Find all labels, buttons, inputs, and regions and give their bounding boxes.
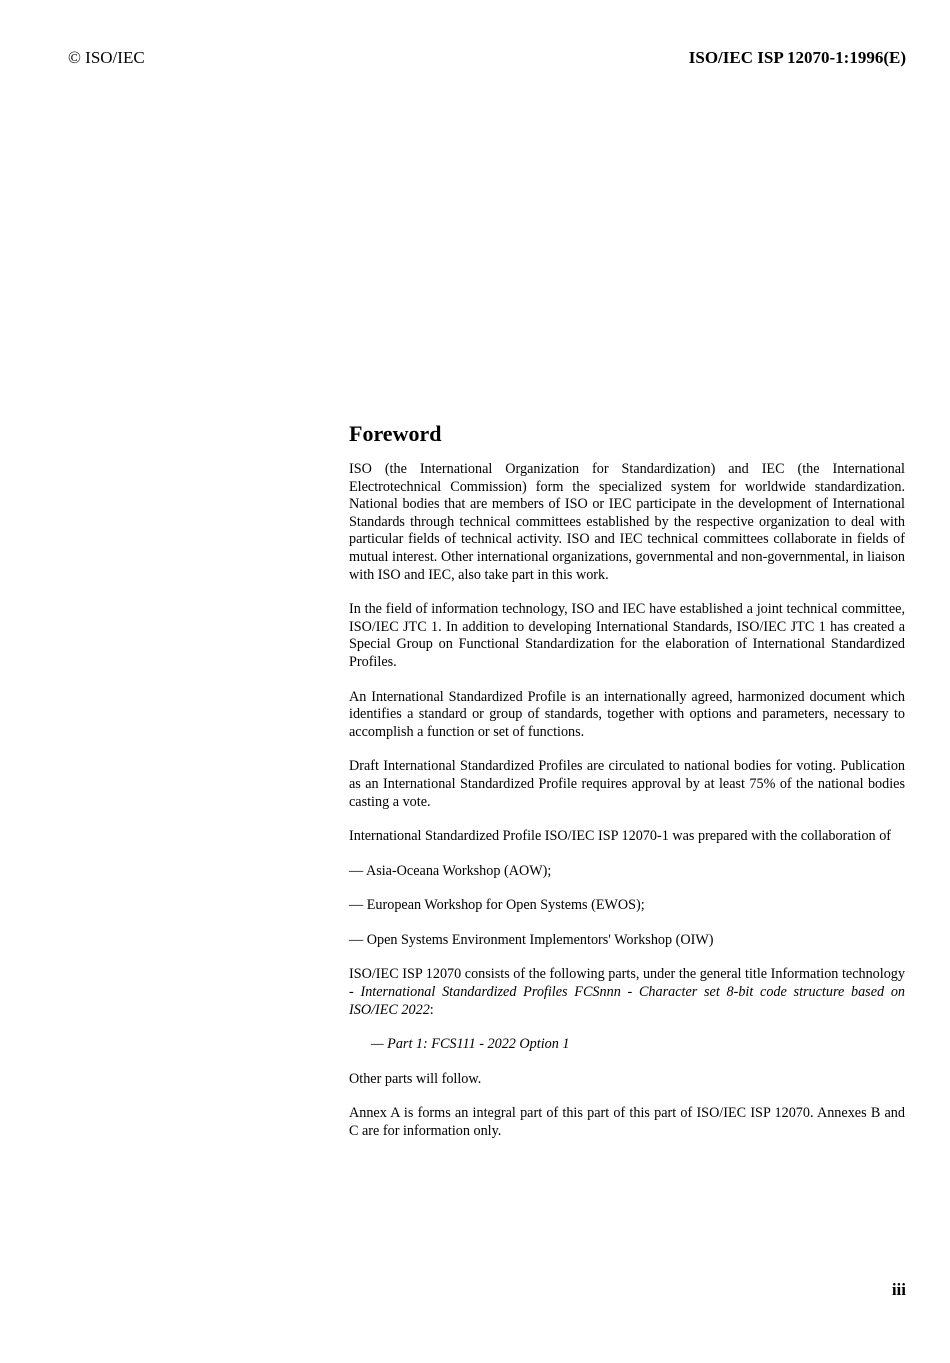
workshop-item: — European Workshop for Open Systems (EWOS); xyxy=(349,897,645,914)
paragraph: International Standardized Profile ISO/IEC ISP 12070-1 was prepared with the collaboration of xyxy=(349,828,892,845)
foreword-section xyxy=(349,421,905,1158)
paragraph: In the field of information technology, ISO and IEC have established a joint technical committee, ISO/IEC JTC 1. In addition to developing International Standards, ISO/IEC JTC 1 has created a Special Group on Functional Standardization for the elaboration of International Standardized Profiles. xyxy=(349,601,905,670)
parts-intro xyxy=(349,966,905,1019)
paragraph: Other parts will follow. xyxy=(349,1070,482,1087)
paragraph: ISO (the International Organization for Standardization) and IEC (the International Electrotechnical Commission) form the specialized system for worldwide standardization. National bodies that are members of ISO or IEC participate in the development of International Standards through technical committees established by the respective organization to deal with particular fields of technical activity. ISO and IEC technical committees collaborate in fields of mutual interest. Other international organizations, governmental and non-governmental, in liaison with ISO and IEC, also take part in this work. xyxy=(349,461,905,583)
parts-intro-end: : xyxy=(429,1001,434,1018)
parts-intro-text: ISO/IEC ISP 12070 consists of the following parts, under the general title Information technology - xyxy=(349,966,905,1001)
header-document-id: ISO/IEC ISP 12070-1:1996(E) xyxy=(688,48,906,67)
part-item-text: — Part 1: FCS111 - 2022 Option 1 xyxy=(371,1036,570,1053)
section-title: Foreword xyxy=(349,421,442,446)
part-item xyxy=(349,1036,905,1054)
paragraph: Draft International Standardized Profiles are circulated to national bodies for voting. Publication as an International Standardized Profile requires approval by at least 75% of the national bodies casting a vote. xyxy=(349,758,905,810)
workshop-item: — Asia-Oceana Workshop (AOW); xyxy=(349,862,552,879)
page-number: iii xyxy=(891,1280,906,1299)
parts-intro-title: International Standardized Profiles FCSnnn - Character set 8-bit code structure based on ISO/IEC 2022 xyxy=(349,984,906,1018)
header-copyright: © ISO/IEC xyxy=(68,48,145,67)
workshop-item: — Open Systems Environment Implementors' Workshop (OIW) xyxy=(349,931,714,948)
paragraph: An International Standardized Profile is an internationally agreed, harmonized document which identifies a standard or group of standards, together with options and parameters, necessary to accomplish a function or set of functions. xyxy=(349,688,905,740)
paragraph: Annex A is forms an integral part of this part of this part of ISO/IEC ISP 12070. Annexes B and C are for information only. xyxy=(349,1105,905,1140)
